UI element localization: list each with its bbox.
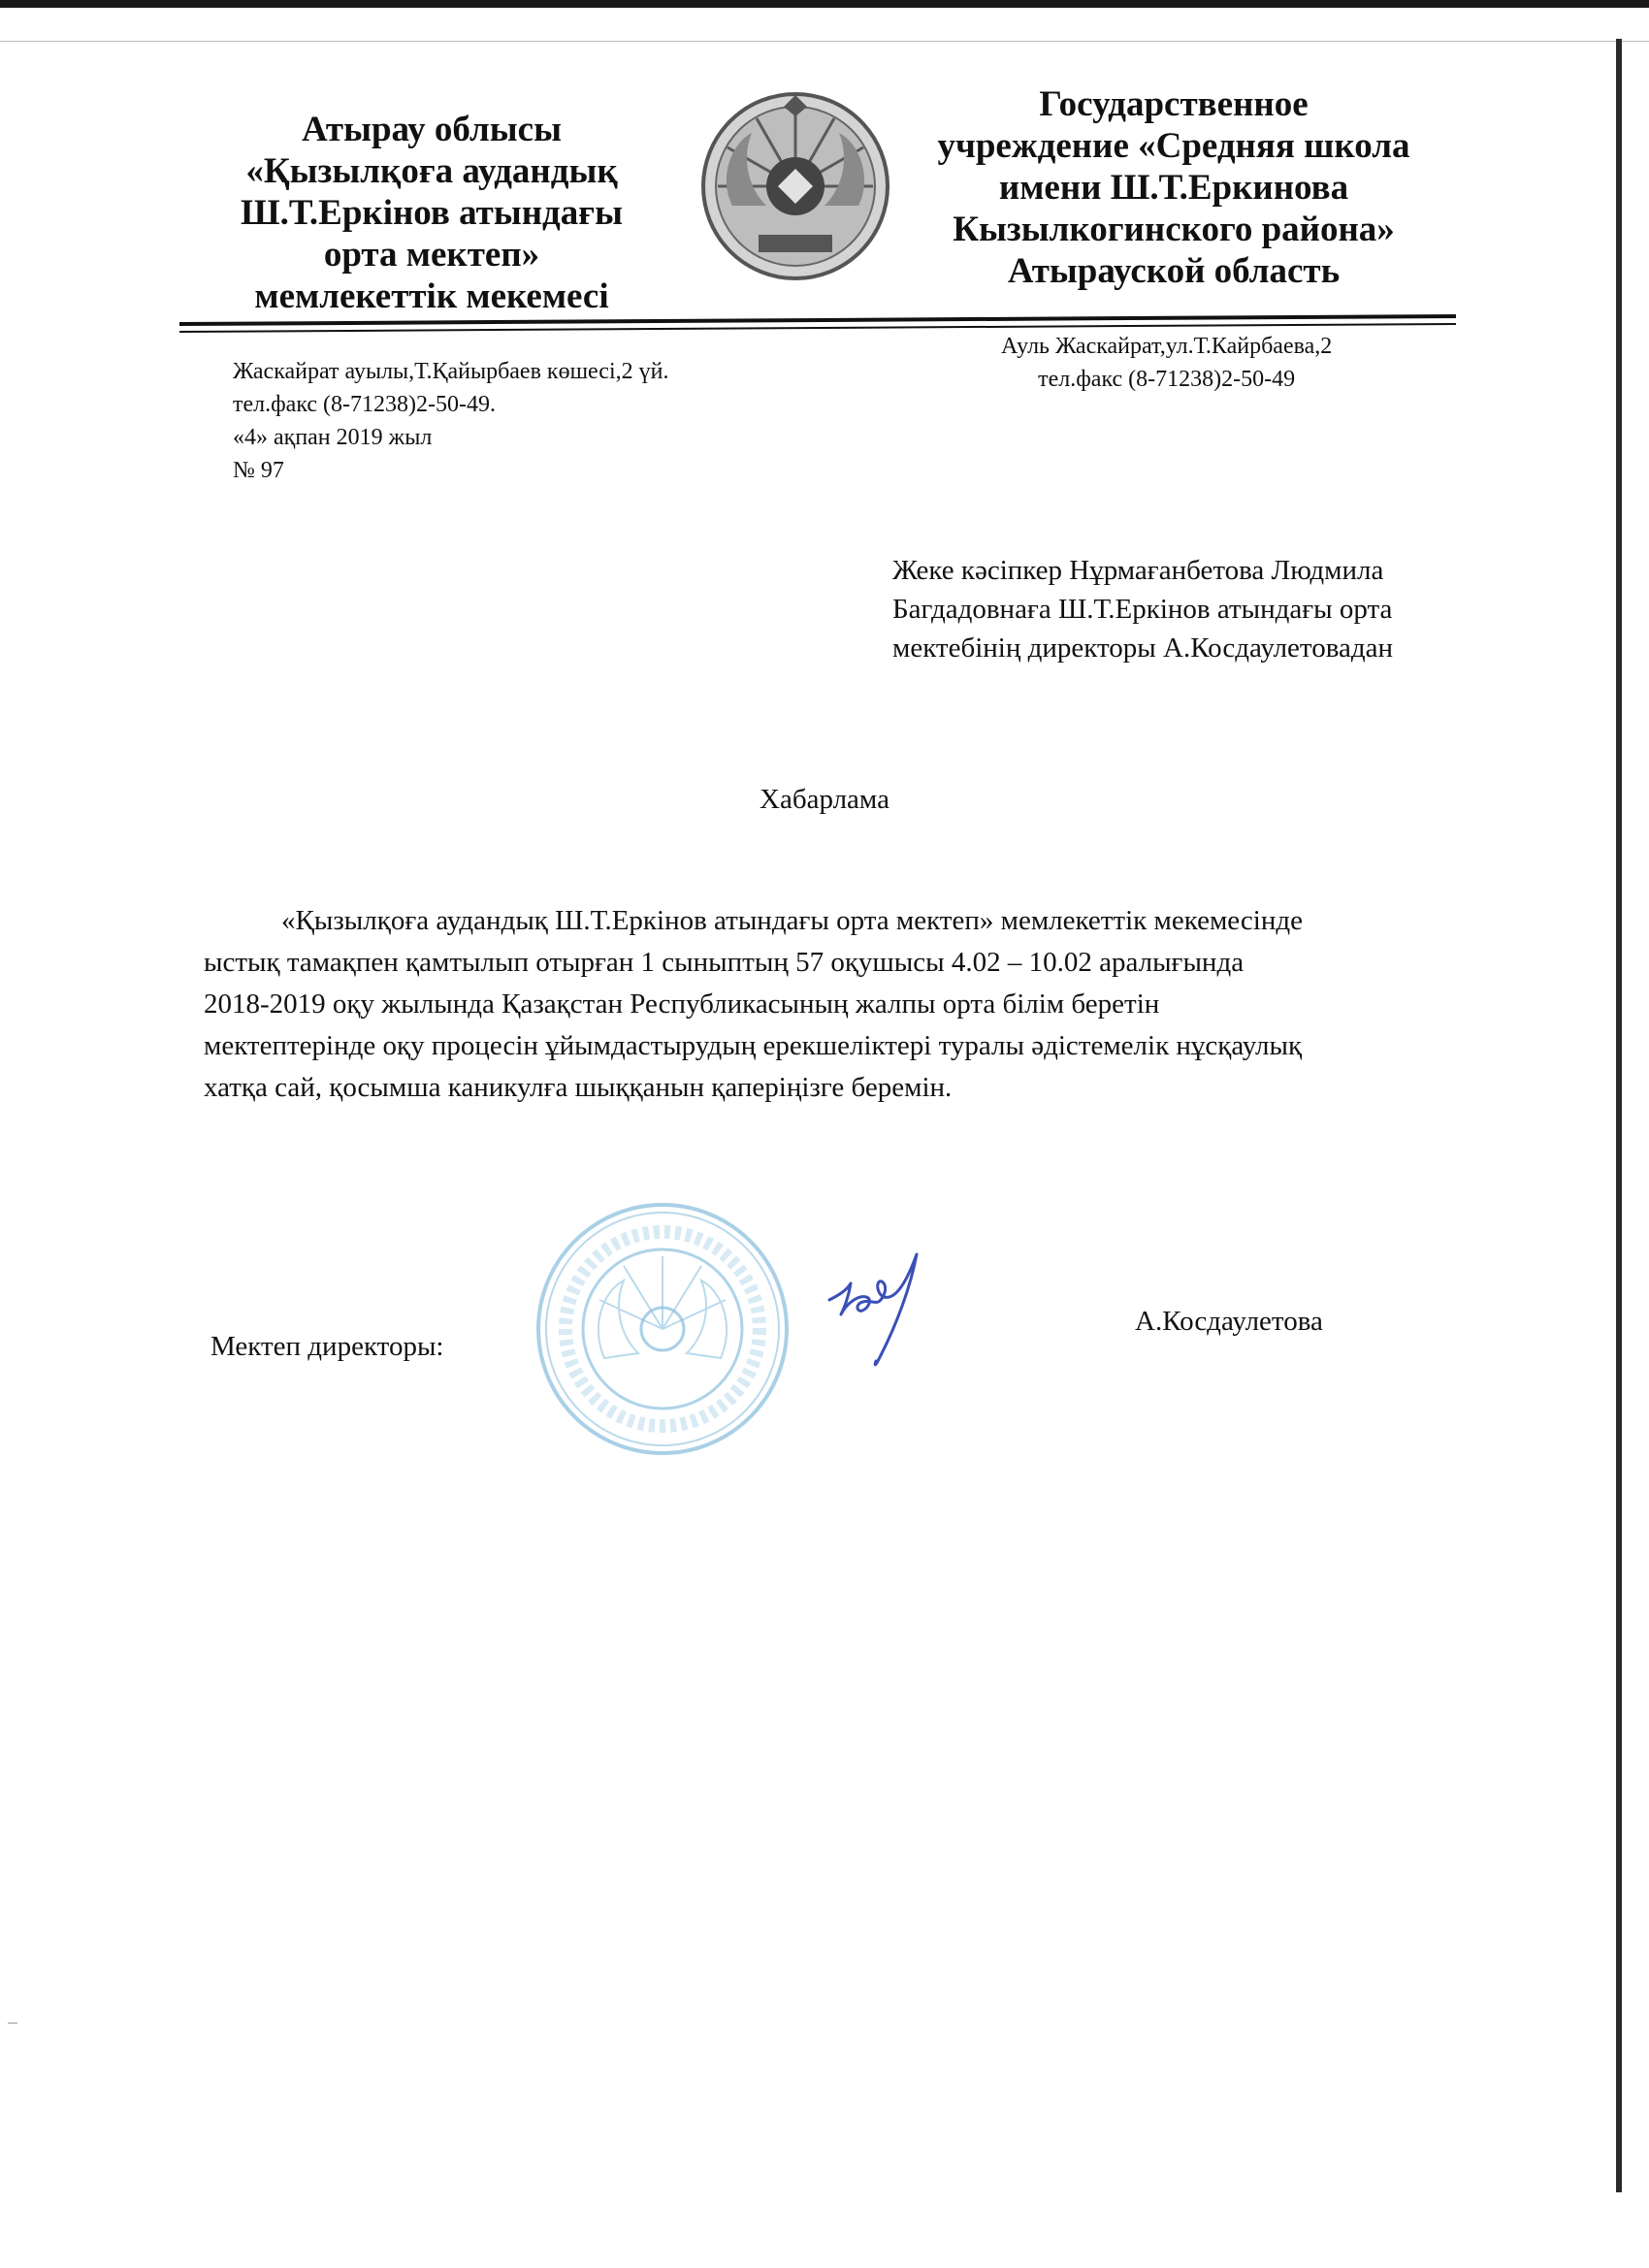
kz-address: Жаскайрат ауылы,Т.Қайырбаев көшесі,2 үй. xyxy=(233,359,669,384)
state-emblem-icon xyxy=(698,89,892,283)
header-ru-line: учреждение «Средняя школа xyxy=(937,126,1410,166)
contact-ru xyxy=(1001,330,1332,396)
signature-label: Мектеп директоры: xyxy=(210,1331,444,1362)
scan-line xyxy=(0,41,1649,42)
letter-number: № 97 xyxy=(233,458,284,483)
header-kz-line: «Қызылқоға аудандық xyxy=(245,151,618,191)
body-line: 2018-2019 оқу жылында Қазақстан Республикасының жалпы орта білім беретін xyxy=(204,988,1160,1020)
header-kz-line: Атырау облысы xyxy=(302,110,562,149)
header-kz-line: орта мектеп» xyxy=(323,235,540,275)
header-ru-line: Государственное xyxy=(1039,84,1309,124)
addressee-line: мектебінің директоры А.Косдаулетовадан xyxy=(892,632,1394,664)
header-ru-line: имени Ш.Т.Еркинова xyxy=(998,168,1349,208)
addressee-block xyxy=(892,551,1393,667)
header-kz-line: Ш.Т.Еркінов атындағы xyxy=(241,193,623,233)
header-kz xyxy=(209,109,655,317)
document-body xyxy=(204,900,1494,1109)
scan-mark xyxy=(8,2023,17,2024)
body-line: мектептерінде оқу процесін ұйымдастырудың ерекшеліктері туралы әдістемелік нұсқаулық xyxy=(204,1030,1303,1061)
header-kz-line: мемлекеттік мекемесі xyxy=(254,276,609,316)
header-ru-line: Кызылкогинского района» xyxy=(953,210,1395,249)
round-stamp-icon xyxy=(532,1198,793,1460)
contact-kz xyxy=(233,355,668,487)
addressee-line: Багдадовнаға Ш.Т.Еркінов атындағы орта xyxy=(892,594,1393,625)
body-line: «Қызылқоға аудандық Ш.Т.Еркінов атындағы орта мектеп» мемлекеттік мекемесінде xyxy=(281,905,1303,936)
document-title: Хабарлама xyxy=(760,784,889,815)
addressee-line: Жеке кәсіпкер Нұрмағанбетова Людмила xyxy=(892,555,1384,586)
body-line: ыстық тамақпен қамтылып отырған 1 сыныптың 57 оқушысы 4.02 – 10.02 аралығында xyxy=(204,947,1245,978)
scan-top-edge xyxy=(0,0,1649,8)
director-name: А.Косдаулетова xyxy=(1135,1306,1323,1337)
letter-date: «4» ақпан 2019 жыл xyxy=(233,425,433,450)
kz-phone: тел.факс (8-71238)2-50-49. xyxy=(233,392,496,417)
ru-address: Ауль Жаскайрат,ул.Т.Кайрбаева,2 xyxy=(1001,334,1333,359)
body-line: хатқа сай, қосымша каникулға шыққанын қаперіңізге беремін. xyxy=(204,1072,953,1103)
scan-right-edge xyxy=(1616,39,1622,2192)
header-ru xyxy=(902,83,1445,292)
handwritten-signature-icon xyxy=(820,1247,946,1373)
ru-phone: тел.факс (8-71238)2-50-49 xyxy=(1038,367,1296,392)
header-ru-line: Атырауской область xyxy=(1007,251,1341,291)
